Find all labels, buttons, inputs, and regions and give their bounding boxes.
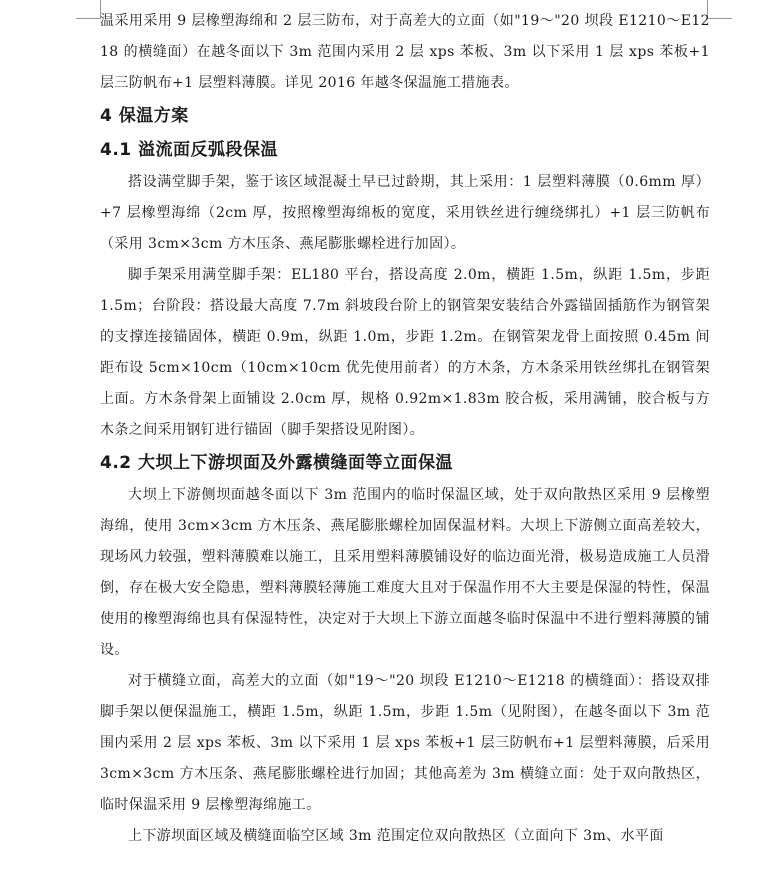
paragraph-4-2-joint-faces: 对于横缝立面，高差大的立面（如"19～"20 坝段 E1210～E1218 的横缝面）：搭设双排脚手架以便保温施工，横距 1.5m，纵距 1.5m，步距 1.5m（见附图），在越冬面以下 3m 范围内采用 2 层 xps 苯板、3m 以下采用 1 层 xps 苯板+1 层三防帆布+1 层塑料薄膜，后采用 3cm×3cm 方木压条、燕尾膨胀螺栓进行加固；其他高差为 3m 横缝立面：处于双向散热区，临时保温采用 9 层橡塑海绵施工。 [100, 673, 710, 813]
paragraph-4-2-dam-faces: 大坝上下游侧坝面越冬面以下 3m 范围内的临时保温区域，处于双向散热区采用 9 层橡塑海绵，使用 3cm×3cm 方木压条、燕尾膨胀螺栓加固保温材料。大坝上下游侧立面高差较大，现场风力较强，塑料薄膜难以施工，且采用塑料薄膜铺设好的临边面光滑，极易造成施工人员滑倒，存在极大安全隐患，塑料薄膜轻薄施工难度大且对于保温作用不大主要是保湿的特性，保温使用的橡塑海绵也具有保湿特性，决定对于大坝上下游立面越冬临时保温中不进行塑料薄膜的铺设。 [100, 487, 710, 658]
paragraph-intro-continued: 温采用采用 9 层橡塑海绵和 2 层三防布，对于高差大的立面（如"19～"20 坝段 E1210～E1218 的横缝面）在越冬面以下 3m 范围内采用 2 层 xps 苯板、3m 以下采用 1 层 xps 苯板+1 层三防帆布+1 层塑料薄膜。详见 2016 年越冬保温施工措施表。 [100, 13, 710, 91]
paragraph-4-1-scaffold-insulation: 搭设满堂脚手架，鉴于该区域混凝土早已过龄期，其上采用：1 层塑料薄膜（0.6mm 厚）+7 层橡塑海绵（2cm 厚，按照橡塑海绵板的宽度，采用铁丝进行缠绕绑扎）+1 层三防帆布（采用 3cm×3cm 方木压条、燕尾膨胀螺栓进行加固）。 [100, 174, 710, 252]
paragraph-4-1-scaffold-spec: 脚手架采用满堂脚手架：EL180 平台，搭设高度 2.0m，横距 1.5m，纵距 1.5m，步距 1.5m；台阶段：搭设最大高度 7.7m 斜坡段台阶上的钢管架安装结合外露锚固插筋作为钢管架的支撑连接锚固体，横距 0.9m，纵距 1.0m，步距 1.2m。在钢管架龙骨上面按照 0.45m 间距布设 5cm×10cm（10cm×10cm 优先使用前者）的方木条，方木条采用铁丝绑扎在钢管架上面。方木条骨架上面铺设 2.0cm 厚，规格 0.92m×1.83m 胶合板，采用满铺，胶合板与方木条之间采用钢钉进行锚固（脚手架搭设见附图）。 [100, 267, 710, 438]
margin-corner-mark-right [707, 0, 732, 19]
paragraph-4-2-heat-zone: 上下游坝面区域及横缝面临空区域 3m 范围定位双向散热区（立面向下 3m、水平面 [128, 828, 664, 844]
section-heading-4-2: 4.2 大坝上下游坝面及外露横缝面等立面保温 [100, 453, 454, 473]
section-heading-4: 4 保温方案 [100, 106, 189, 126]
section-heading-4-1: 4.1 溢流面反弧段保温 [100, 140, 279, 160]
margin-corner-mark-left [76, 0, 101, 19]
document-body [100, 6, 710, 852]
